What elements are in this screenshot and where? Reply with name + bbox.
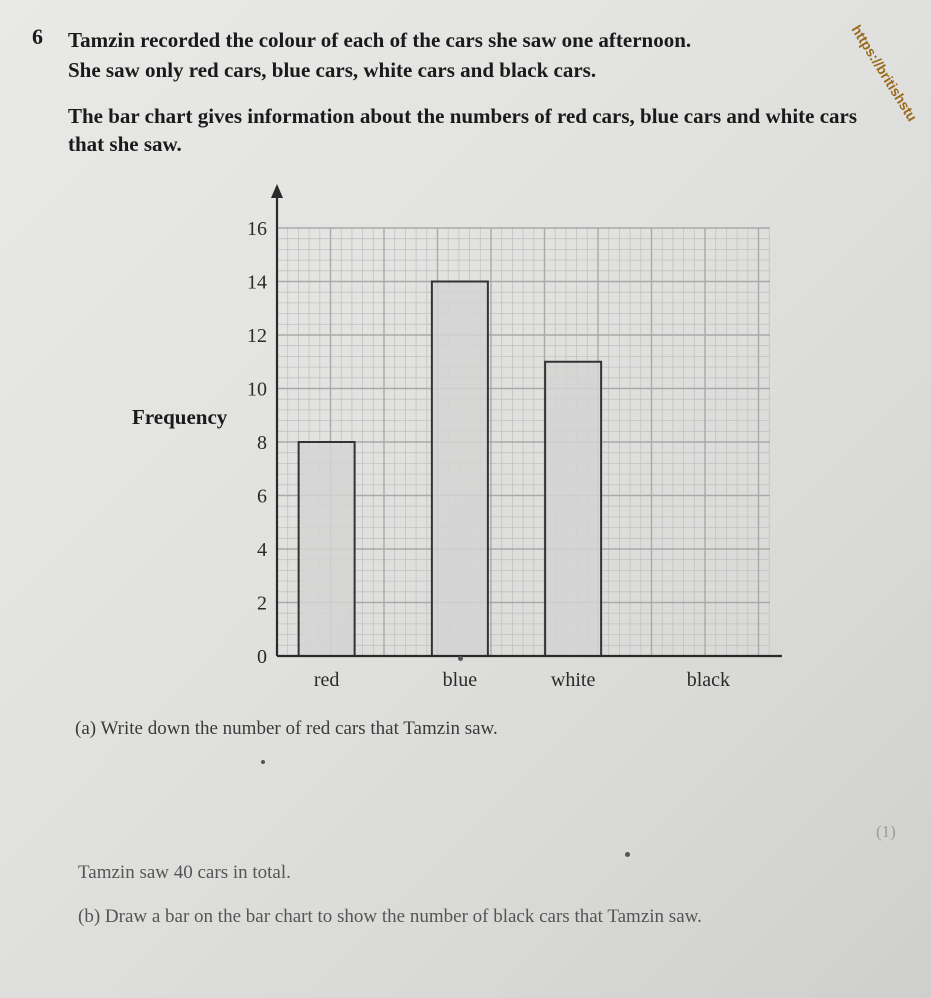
chart-x-tick-labels bbox=[314, 669, 730, 691]
total-statement: Tamzin saw 40 cars in total. bbox=[78, 862, 291, 883]
bar-blue bbox=[432, 282, 488, 657]
x-tick-white: white bbox=[550, 669, 596, 691]
y-tick-4: 4 bbox=[257, 539, 267, 561]
part-b-question: (b) Draw a bar on the bar chart to show the number of black cars that Tamzin saw. bbox=[78, 906, 702, 927]
y-axis-label: Frequency bbox=[132, 405, 228, 429]
question-number: 6 bbox=[32, 24, 43, 49]
intro-line-2: She saw only red cars, blue cars, white cars and black cars. bbox=[68, 58, 597, 82]
x-tick-red: red bbox=[313, 669, 340, 691]
y-tick-2: 2 bbox=[257, 592, 267, 615]
y-tick-14: 14 bbox=[247, 271, 267, 294]
chart-y-tick-labels bbox=[247, 218, 267, 668]
y-tick-10: 10 bbox=[247, 378, 267, 401]
x-tick-blue: blue bbox=[442, 669, 478, 691]
url-watermark: https://britishstu bbox=[848, 22, 921, 125]
y-tick-16: 16 bbox=[247, 218, 267, 240]
part-a-marks: (1) bbox=[876, 822, 896, 841]
part-a-question: (a) Write down the number of red cars that Tamzin saw. bbox=[75, 718, 498, 739]
paper-speck bbox=[458, 656, 463, 661]
y-tick-0: 0 bbox=[257, 646, 267, 668]
intro-line-1: Tamzin recorded the colour of each of the cars she saw one afternoon. bbox=[68, 28, 692, 52]
paper-speck bbox=[261, 760, 265, 764]
y-tick-6: 6 bbox=[257, 485, 267, 508]
bar-red bbox=[299, 442, 355, 656]
y-tick-8: 8 bbox=[257, 432, 267, 454]
paper-speck bbox=[625, 852, 630, 857]
bar-white bbox=[545, 362, 601, 656]
intro-line-4: that she saw. bbox=[68, 132, 182, 156]
x-tick-black: black bbox=[686, 669, 731, 691]
chart-bars bbox=[299, 282, 602, 657]
intro-line-3: The bar chart gives information about the numbers of red cars, blue cars and white cars bbox=[68, 104, 858, 128]
y-tick-12: 12 bbox=[247, 325, 267, 347]
y-axis-arrow bbox=[271, 184, 283, 198]
